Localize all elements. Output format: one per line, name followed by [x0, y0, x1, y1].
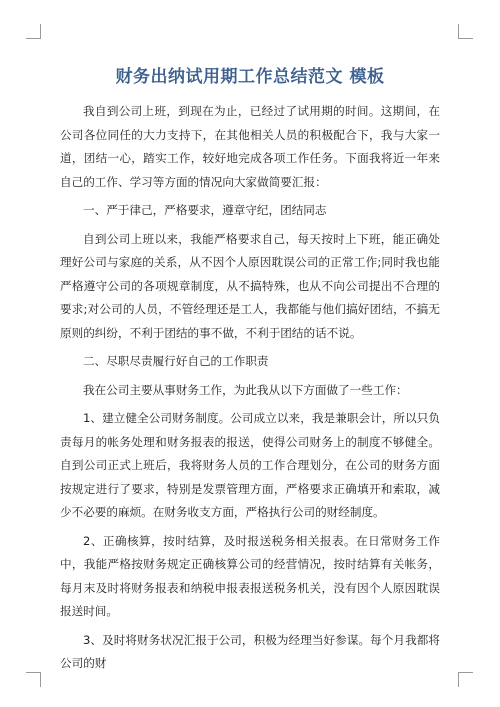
- page-corner-mark-bottom-right: [458, 672, 473, 687]
- section-2-intro-paragraph: 我在公司主要从事财务工作，为此我从以下方面做了一些工作：: [83, 382, 408, 397]
- section-1-paragraph: 自到公司上班以来，我能严格要求自己，每天按时上下班，能正确处理好公司与家庭的关系，从不因个人原因耽误公司的正常工作;同时我也能严格遵守公司的各项规章制度，从不搞特殊，也从不向公司提出不合理的要求;对公司的人员，不管经理还是工人，我都能与他们搞好团结，不搞无原则的纠纷，不利于团结的事不做，不利于团结的话不说。: [60, 231, 440, 340]
- section-2-item-3-paragraph: 3、及时将财务状况汇报于公司，积极为经理当好参谋。每个月我都将公司的财: [60, 632, 440, 670]
- section-2-item-1-paragraph: 1、建立健全公司财务制度。公司成立以来，我是兼职会计，所以只负责每月的帐务处理和财务报表的报送，使得公司财务上的制度不够健全。自到公司正式上班后，我将财务人员的工作合理划分，在公司的财务方面按规定进行了要求，特别是发票管理方面，严格要求正确填开和索取，减少不必要的麻烦。在财务收支方面，严格执行公司的财经制度。: [60, 411, 440, 519]
- section-heading-1: 一、严于律己，严格要求，遵章守纪，团结同志: [83, 203, 327, 217]
- section-heading-2: 二、尽职尽责履行好自己的工作职责: [83, 354, 269, 368]
- document-title: 财务出纳试用期工作总结范文 模板: [115, 67, 385, 87]
- document-body: [60, 100, 440, 681]
- page-corner-mark-top-right: [458, 24, 473, 39]
- page-corner-mark-top-left: [26, 24, 41, 39]
- section-2-item-2-paragraph: 2、正确核算，按时结算，及时报送税务相关报表。在日常财务工作中，我能严格按财务规定正确核算公司的经营情况，按时结算有关帐务，每月末及时将财务报表和纳税申报表报送税务机关，没有因个人原因耽误报送时间。: [60, 533, 440, 618]
- intro-paragraph: 我自到公司上班，到现在为止，已经过了试用期的时间。这期间，在公司各位同任的大力支持下，在其他相关人员的积极配合下，我与大家一道，团结一心，踏实工作，较好地完成各项工作任务。下面我将近一年来自己的工作、学习等方面的情况向大家做简要汇报：: [60, 104, 440, 189]
- page-corner-mark-bottom-left: [26, 672, 41, 687]
